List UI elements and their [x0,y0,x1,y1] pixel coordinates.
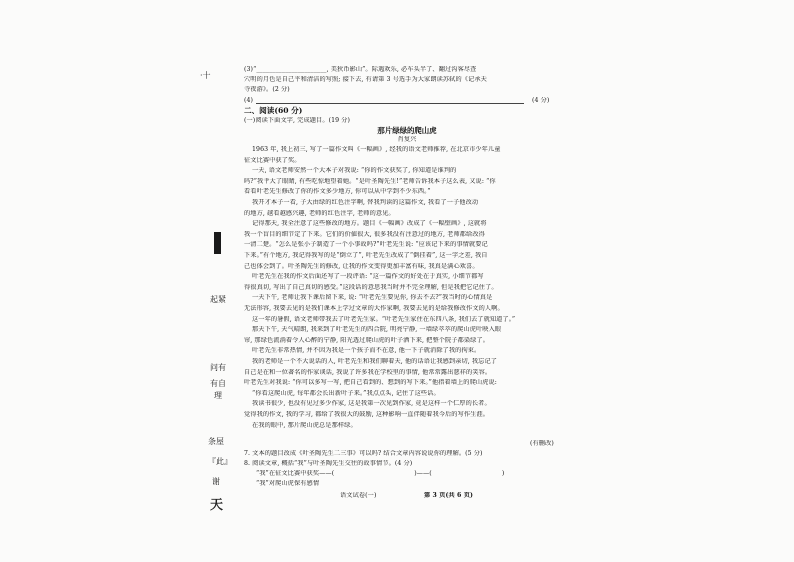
article-line: 我读书很少, 也没有见过多少作家, 这是我第一次见到作家, 竟是这样一个仁厚的长者。 [252,400,491,408]
question-4-label: (4) [244,97,254,104]
article-title: 那片绿绿的爬山虎 [377,126,437,135]
question-4-score: (4 分) [532,97,550,104]
article-line: 己也体会到了。叶圣陶先生的修改, 让我的作文变得更加丰富有味, 我真是满心欢喜。 [244,262,479,270]
article-line: 自己是在和一位著名的作家谈话, 我说了许多我在学校里的事情, 他常常露出慈祥的笑容。 [244,368,492,376]
article-line: 吗?”我肀大了眼睛, 有些吃惊地望着她。“是叶圣陶先生!”老师告诉我本子这么表, 又说: “你 [244,177,496,185]
margin-fragment: 『此』 [208,457,232,466]
binding-mark [214,232,221,254]
margin-fragment: 谢 [212,477,220,486]
exam-page [244,56,570,556]
article-line: 在我的眼中, 那片爬山虎总是那样绿。 [252,421,357,429]
article-line: 无法形容, 我要去见的是我们课本上学过文章的大作家啊, 我要去见的是给我修改作文的人啊。 [244,305,504,312]
question-item [244,450,483,458]
article-line: 下来。”有个地方, 我记得我写的是“倒立了”, 叶老先生改成了“倒挂着”, 这一字之差, 我自 [244,252,488,259]
article-line: 觉得我的作文, 我的学习, 都给了我很大的鼓励, 这种影响一直伴随着我今后的写作生涯。 [244,411,490,418]
question-text: 文本的题目改成《叶圣陶先生二三事》可以吗? 结合文章内容说说你的理解。(5 分) [250,450,483,457]
article-line: 得很真切, 写出了自己真切的感受。”这段话的意思我当时并不完全理解, 但是我把它记住了。 [244,283,498,291]
article-line: 帘, 那绿色流淌着令人心醉的宁静, 阳光透过爬山虎的叶子洒下来, 把整个院子都染绿了。 [244,336,490,344]
footer-subject: 语文试卷(一) [340,492,377,499]
article-line: 1963 年, 我上初三, 写了一篇作文叫《一幅画》, 经我的语文老师推荐, 在北京市少年儿童 [252,146,501,153]
article-line: 叶老先生在我的作文后面还写了一段评语: “这一篇作文的好处在于真实, 小细节都写 [252,273,484,281]
margin-fragment: 理 [214,391,222,400]
article-line: 我的老师是一个不大说话的人, 叶老先生和我们聊着天, 他的话语让我感到亲切, 我忘记了 [252,358,498,365]
question-text: 阅读文章, 概括“我”与叶圣陶先生交往的故事情节。(4 分) [250,460,413,467]
margin-fragment: 条屋 [208,437,224,446]
question-number: 8. [244,460,251,467]
margin-fragment: 有自 [210,379,226,388]
article-line: 这一年的暑假, 语文老师带我去了叶老先生家。“叶老先生家住在东四八条, 我们去了就知道了。” [252,315,516,323]
article-line: “你看这爬山虎, 每年都会长出新叶子来。”我点点头, 记住了这些话。 [252,389,440,397]
article-line: 那天下午, 天气晴朗, 我来到了叶老先生的四合院, 明亮宁静, 一墙绿萃萃的爬山虎叶映入眼 [252,326,502,334]
article-line: 的地方, 越看越感兴趣, 老师的红色注字, 老师的意见。 [244,209,395,217]
section-title: 二、阅读(60 分) [244,106,303,115]
margin-top-mark: ·十 [200,71,211,80]
margin-fragment: 天 [210,498,224,513]
article-line: 看看叶老先生修改了你的作文多少地方, 你可以从中学到不少东西。” [244,188,431,196]
chain-start: “我”在征文比赛中获奖——( [256,470,335,477]
chain-end: ) [501,470,505,477]
article-line: 我一个盲目的细节定了下来。它们的价値很大, 很多我没有注意过的地方, 老师都给改得 [244,230,485,238]
article-line: 一清二楚。“怎么是张小子制造了一个小事故吗?”叶老先生说: “应该记下来的事情就要记 [244,241,488,249]
article-line: 叶老先生非常热情, 并不因为我是一个孩子而不在意, 他一下子就消除了我的拘束。 [252,347,481,355]
section-subtitle: (一)阅读下面文字, 完成题目。(19 分) [244,117,351,124]
footer-page-number: 第 3 页(共 6 页) [424,492,474,499]
chain-item [256,470,504,478]
article-line: 征文比赛中获了奖。 [244,156,301,164]
chain-item: “我”对爬山虎保有感情 [256,480,320,487]
article-author: 肖复兴 [397,136,417,143]
question-number: 7. [244,450,251,457]
article-line: 记得那天, 我全注意了这些修改的地方。题目《一幅画》改成了《一幅壁画》, 这就将 [252,220,487,228]
article-source: (有删改) [530,440,554,447]
question-item [244,460,412,468]
chain-mid: )——( [414,470,432,477]
article-line: 我开才本子一看, 子大由绿的红色注字啊, 替我判读的这篇作文, 我看了一子他改动 [252,199,479,206]
question-3-line: 穴明的月色是自己平和清洁的写照; 接下去, 有请第 3 号选手为大家朗读苏轼的《记承天 [244,76,487,83]
answer-line [256,103,524,104]
article-line: 一天, 语文老师安然一个大本子对我说: “你的作文获奖了, 你知道是谁判的 [252,167,457,175]
margin-fragment: 问有 [210,363,226,372]
article-line: 一天下午, 老师让我下课后留下来, 说: “叶老先生要见你, 你去不去?”我当时的心情真是 [252,294,493,302]
article-line: 叶老先生对我说: “你可以多写一写, 把自己看到的、想到的写下来。”他指着墙上的爬山虎说: [244,379,497,387]
margin-fragment: 起紧 [210,295,226,304]
question-3-line: 寺夜游》。(2 分) [244,86,290,93]
question-3-line: (3)“______________________, 美狄币影山”。际遇欢乐, 必车头半了、翻过沟客尽查 [244,66,477,73]
